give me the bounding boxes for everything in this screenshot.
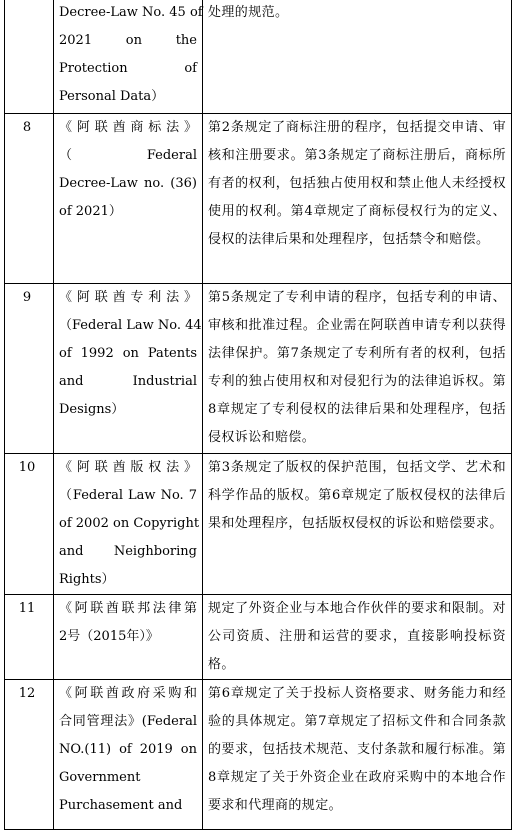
law-name-line: 2021 on the <box>59 33 197 48</box>
law-name-cell <box>54 0 203 114</box>
law-name-cell <box>54 114 203 284</box>
law-name-line: of 2021） <box>59 204 122 219</box>
law-description: 第2条规定了商标注册的程序，包括提交申请、审核和注册要求。第3条规定了商标注册后，商标所有者的权利，包括独占使用权和禁止他人未经授权使用的权利。第4章规定了商标侵权行为的定义、侵权的法律后果和处理程序，包括禁令和赔偿。 <box>203 114 512 284</box>
law-name-cell <box>54 284 203 454</box>
row-number: 10 <box>5 454 54 595</box>
law-description: 规定了外资企业与本地合作伙伴的要求和限制。对公司资质、注册和运营的要求，直接影响投标资格。 <box>203 595 512 680</box>
law-description: 第5条规定了专利申请的程序，包括专利的申请、审核和批准过程。企业需在阿联酋申请专利以获得法律保护。第7条规定了专利所有者的权利，包括专利的独占使用权和对侵犯行为的法律追诉权。第8章规定了专利侵权的法律后果和处理程序，包括侵权诉讼和赔偿。 <box>203 284 512 454</box>
law-name-line: 2号（2015年）》 <box>59 629 159 644</box>
law-name-line: Personal Data） <box>59 89 165 104</box>
law-name-line: Rights） <box>59 572 115 587</box>
row-number <box>5 0 54 114</box>
law-name-line: （ Federal <box>59 148 197 163</box>
law-name-line: Decree-Law no. (36) <box>59 176 197 191</box>
table-row <box>5 114 512 284</box>
law-name-line: 合同管理法》(Federal <box>59 714 197 729</box>
regulations-table <box>4 0 512 830</box>
law-name-cell <box>54 680 203 830</box>
table-row <box>5 454 512 595</box>
law-name-cell <box>54 595 203 680</box>
law-name-line: and Neighboring <box>59 544 197 559</box>
law-name-line: （Federal Law No. 7 <box>59 488 197 503</box>
law-name-line: and Industrial <box>59 374 197 389</box>
law-name-line: Protection of <box>59 61 197 76</box>
law-name-line: Purchasement and <box>59 798 183 813</box>
law-name-cell <box>54 454 203 595</box>
law-description: 第3条规定了版权的保护范围，包括文学、艺术和科学作品的版权。第6章规定了版权侵权的法律后果和处理程序，包括版权侵权的诉讼和赔偿要求。 <box>203 454 512 595</box>
law-name-line: of 2002 on Copyright <box>59 516 200 531</box>
law-name-line: of 1992 on Patents <box>59 346 197 361</box>
row-number: 12 <box>5 680 54 830</box>
law-name-line: 《阿联酋政府采购和 <box>59 686 197 701</box>
row-number: 11 <box>5 595 54 680</box>
law-name-line: 《阿联酋商标法》 <box>59 120 197 135</box>
row-number: 9 <box>5 284 54 454</box>
law-name-line: 《阿联酋联邦法律第 <box>59 601 197 616</box>
law-name-line: Government <box>59 770 141 785</box>
row-number: 8 <box>5 114 54 284</box>
law-name-line: 《阿联酋专利法》 <box>59 290 197 305</box>
table-row <box>5 284 512 454</box>
table-body <box>5 0 512 830</box>
law-name-line: 《阿联酋版权法》 <box>59 460 197 475</box>
law-name-line: Decree-Law No. 45 of <box>59 5 203 20</box>
law-name-line: NO.(11) of 2019 on <box>59 742 197 757</box>
law-name-line: Designs） <box>59 402 125 417</box>
law-description: 第6章规定了关于投标人资格要求、财务能力和经验的具体规定。第7章规定了招标文件和合同条款的要求，包括技术规范、支付条款和履行标准。第8章规定了关于外资企业在政府采购中的本地合作要求和代理商的规定。 <box>203 680 512 830</box>
table-row <box>5 0 512 114</box>
law-name-line: （Federal Law No. 44 <box>59 318 202 333</box>
table-row <box>5 595 512 680</box>
law-description: 处理的规范。 <box>203 0 512 114</box>
table-row <box>5 680 512 830</box>
